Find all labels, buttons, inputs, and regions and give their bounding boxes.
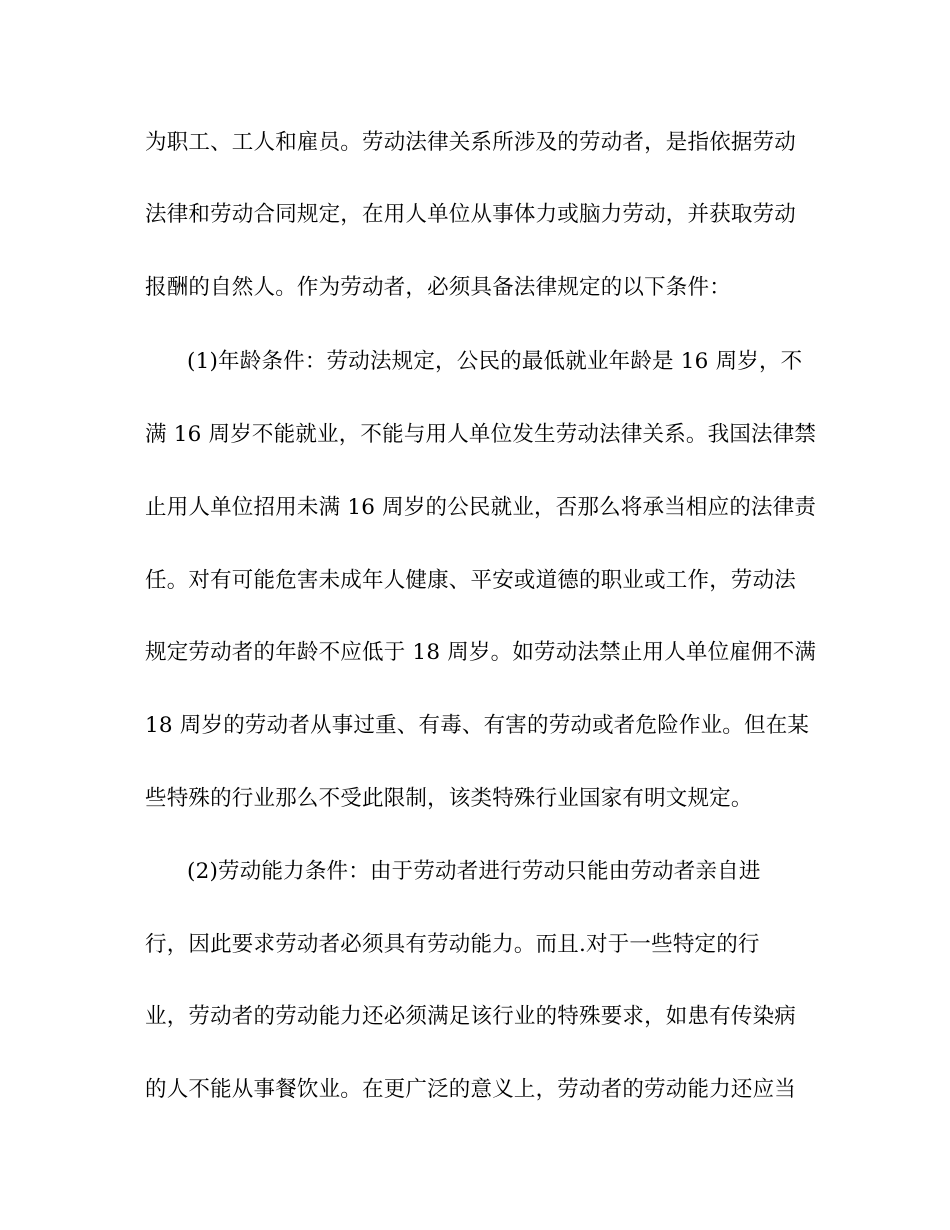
text-line: 规定劳动者的年龄不应低于 18 周岁。如劳动法禁止用人单位雇佣不满 [145,640,817,665]
paragraph-start-line: (2)劳动能力条件：由于劳动者进行劳动只能由劳动者亲自进 [187,859,761,884]
text-line: 止用人单位招用未满 16 周岁的公民就业，否那么将承当相应的法律责 [145,495,817,520]
text-line: 业，劳动者的劳动能力还必须满足该行业的特殊要求，如患有传染病 [145,1004,797,1029]
text-line: 些特殊的行业那么不受此限制，该类特殊行业国家有明文规定。 [145,786,753,811]
text-line: 18 周岁的劳动者从事过重、有毒、有害的劳动或者危险作业。但在某 [145,713,810,738]
text-line: 行，因此要求劳动者必须具有劳动能力。而且.对于一些特定的行 [145,932,760,957]
paragraph-start-line: (1)年龄条件：劳动法规定，公民的最低就业年龄是 16 周岁，不 [187,349,803,374]
text-line: 为职工、工人和雇员。劳动法律关系所涉及的劳动者，是指依据劳动 [145,130,797,155]
text-line: 满 16 周岁不能就业，不能与用人单位发生劳动法律关系。我国法律禁 [145,422,817,447]
text-line: 法律和劳动合同规定，在用人单位从事体力或脑力劳动，并获取劳动 [145,202,797,227]
text-line: 任。对有可能危害未成年人健康、平安或道德的职业或工作，劳动法 [145,568,797,593]
text-line: 的人不能从事餐饮业。在更广泛的意义上，劳动者的劳动能力还应当 [145,1077,797,1102]
text-line: 报酬的自然人。作为劳动者，必须具备法律规定的以下条件： [145,275,731,300]
